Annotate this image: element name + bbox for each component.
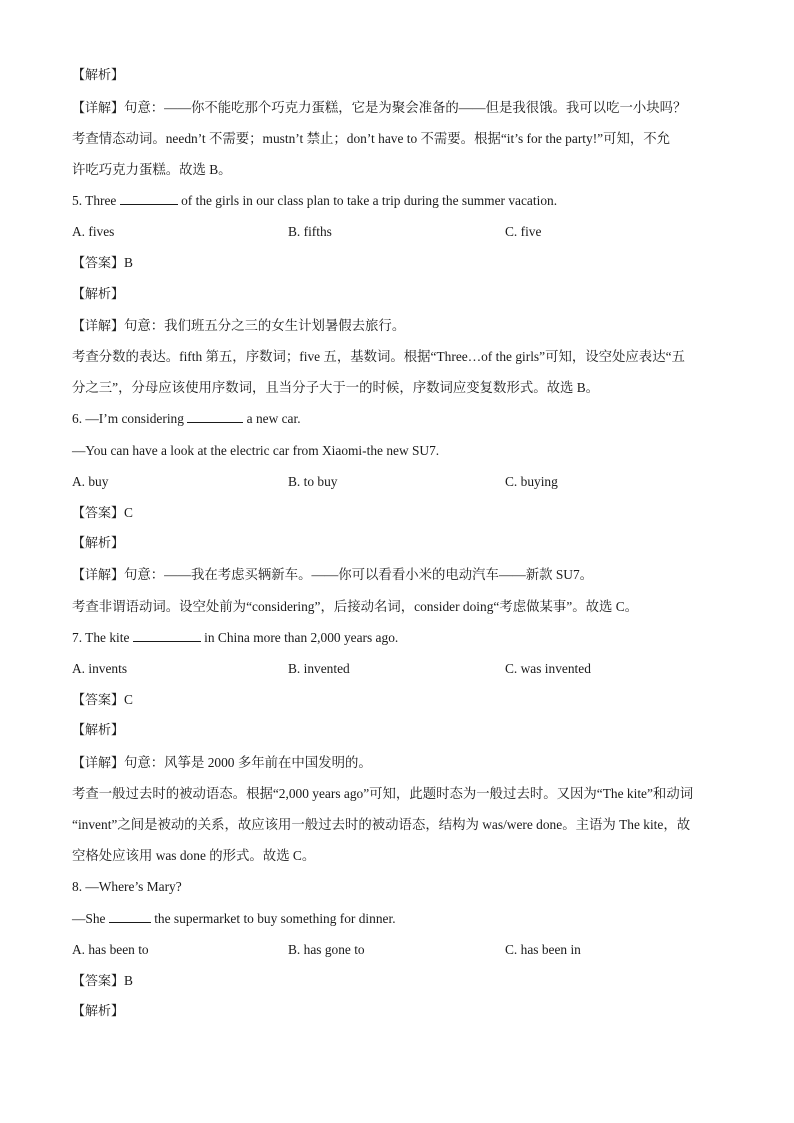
stem-part: in China more than 2,000 years ago. — [204, 630, 399, 645]
explanation-line: 考查情态动词。needn’t 不需要；mustn’t 禁止；don’t have to 不需要。根据“it’s for the party!”可知，不允 — [72, 131, 671, 146]
explanation-line: 考查一般过去时的被动语态。根据“2,000 years ago”可知，此题时态为一般过去时。又因为“The kite”和动词 — [72, 786, 694, 801]
option-b: B. has gone to — [288, 942, 365, 957]
dialogue-line — [72, 909, 396, 929]
detail-text: 句意：我们班五分之三的女生计划暑假去旅行。 — [124, 318, 406, 333]
question-stem — [72, 628, 398, 648]
option-c: C. buying — [505, 474, 558, 489]
analysis-tag: 【解析】 — [72, 723, 125, 738]
stem-part: —She — [72, 911, 106, 926]
detail-line — [72, 565, 593, 586]
detail-tag: 【详解】 — [72, 319, 125, 334]
stem-part: of the girls in our class plan to take a trip during the summer vacation. — [181, 193, 558, 208]
detail-text: 句意：风筝是 2000 多年前在中国发明的。 — [124, 755, 372, 770]
option-a: A. has been to — [72, 942, 149, 957]
answer-value: C — [124, 505, 133, 520]
option-a: A. buy — [72, 474, 109, 489]
answer-line — [72, 503, 133, 524]
question-stem — [72, 409, 301, 429]
answer-line — [72, 253, 133, 274]
stem-part: a new car. — [246, 411, 301, 426]
explanation-line: 许吃巧克力蛋糕。故选 B。 — [72, 162, 232, 177]
detail-text: 句意：——你不能吃那个巧克力蛋糕，它是为聚会准备的——但是我很饿。我可以吃一小块吗？ — [124, 100, 687, 115]
option-a: A. invents — [72, 661, 128, 676]
answer-blank — [109, 910, 151, 923]
stem-part: 7. The kite — [72, 630, 130, 645]
analysis-tag: 【解析】 — [72, 536, 125, 551]
explanation-line: “invent”之间是被动的关系，故应该用一般过去时的被动语态，结构为 was/were done。主语为 The kite，故 — [72, 817, 691, 832]
detail-tag: 【详解】 — [72, 756, 125, 771]
option-c: C. has been in — [505, 942, 581, 957]
answer-blank — [187, 410, 243, 423]
answer-line — [72, 690, 133, 711]
answer-tag: 【答案】 — [72, 506, 125, 521]
explanation-line: 考查非谓语动词。设空处前为“considering”，后接动名词，consider doing“考虑做某事”。故选 C。 — [72, 599, 639, 614]
answer-line — [72, 971, 133, 992]
option-c: C. was invented — [505, 661, 591, 676]
detail-line — [72, 98, 686, 119]
stem-part: 6. —I’m considering — [72, 411, 184, 426]
detail-line — [72, 753, 372, 774]
answer-tag: 【答案】 — [72, 256, 125, 271]
stem-part: the supermarket to buy something for dinner. — [154, 911, 396, 926]
analysis-tag: 【解析】 — [72, 68, 125, 83]
detail-line — [72, 316, 405, 337]
answer-value: B — [124, 255, 133, 270]
stem-part: 5. Three — [72, 193, 117, 208]
analysis-tag: 【解析】 — [72, 287, 125, 302]
dialogue-line: —You can have a look at the electric car from Xiaomi-the new SU7. — [72, 443, 440, 458]
answer-blank — [120, 192, 178, 205]
detail-tag: 【详解】 — [72, 101, 125, 116]
explanation-line: 空格处应该用 was done 的形式。故选 C。 — [72, 848, 316, 863]
answer-blank — [133, 629, 201, 642]
answer-tag: 【答案】 — [72, 693, 125, 708]
question-stem: 8. —Where’s Mary? — [72, 879, 182, 894]
option-b: B. invented — [288, 661, 350, 676]
question-stem — [72, 191, 557, 211]
answer-value: C — [124, 692, 133, 707]
option-b: B. to buy — [288, 474, 338, 489]
explanation-line: 考查分数的表达。fifth 第五，序数词；five 五，基数词。根据“Three…of the girls”可知，设空处应表达“五 — [72, 349, 685, 364]
answer-tag: 【答案】 — [72, 974, 125, 989]
explanation-line: 分之三”，分母应该使用序数词，且当分子大于一的时候，序数词应变复数形式。故选 B。 — [72, 380, 600, 395]
analysis-tag: 【解析】 — [72, 1004, 125, 1019]
detail-text: 句意：——我在考虑买辆新车。——你可以看看小米的电动汽车——新款 SU7。 — [124, 567, 594, 582]
option-a: A. fives — [72, 224, 115, 239]
option-b: B. fifths — [288, 224, 332, 239]
detail-tag: 【详解】 — [72, 568, 125, 583]
answer-value: B — [124, 973, 133, 988]
option-c: C. five — [505, 224, 542, 239]
